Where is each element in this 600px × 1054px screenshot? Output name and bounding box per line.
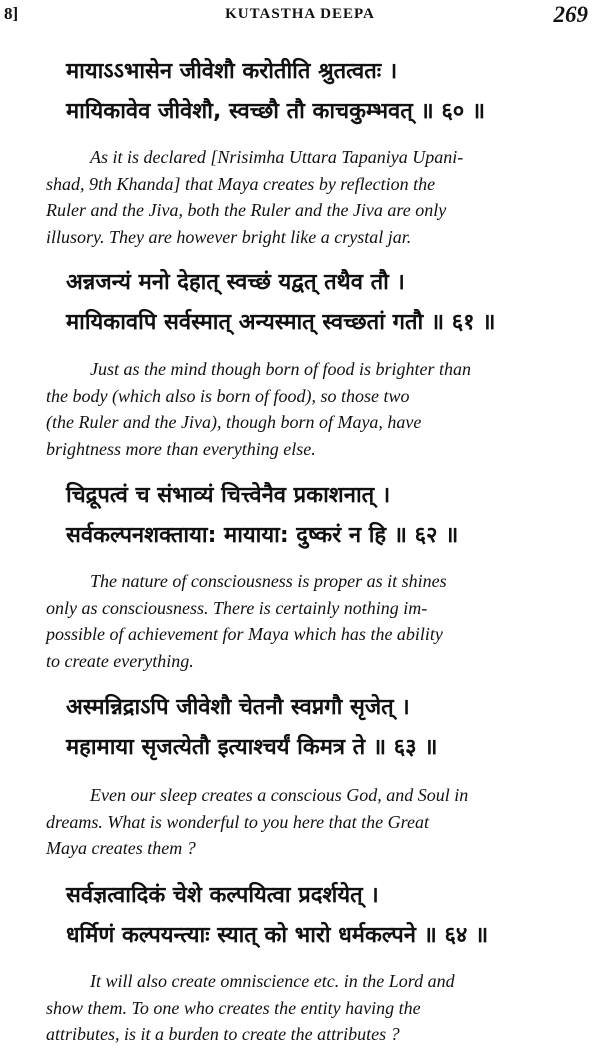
translation-line: Just as the mind though born of food is brighter than (90, 359, 472, 379)
translation-paragraph (46, 782, 556, 862)
verse-line: मायिकावेव जीवेशौ, स्वच्छौ तौ काचकुम्भवत् ॥ ६० ॥ (66, 99, 486, 124)
verse-line: धर्मिणं कल्पयन्त्याः स्यात् को भारो धर्मकल्पने ॥ ६४ ॥ (66, 923, 489, 948)
translation-line: only as consciousness. There is certainly nothing im- (46, 597, 428, 618)
sanskrit-verse (66, 876, 586, 956)
translation-line: the body (which also is born of food), so those two (46, 385, 410, 406)
page-number: 269 (553, 2, 588, 27)
verse-line: मायिकावपि सर्वस्मात् अन्यस्मात् स्वच्छतां गतौ ॥ ६१ ॥ (66, 310, 496, 335)
translation-line: show them. To one who creates the entity having the (46, 997, 421, 1018)
translation-line: attributes, is it a burden to create the attributes ? (46, 1024, 400, 1044)
running-title: KUTASTHA DEEPA (225, 6, 375, 22)
sanskrit-verse (66, 688, 586, 768)
translation-line: Even our sleep creates a conscious God, and Soul in (90, 785, 469, 805)
translation-line: As it is declared [Nrisimha Uttara Tapaniya Upani- (90, 147, 464, 167)
translation-line: illusory. They are however bright like a crystal jar. (46, 226, 412, 247)
verse-line: सर्वज्ञत्वादिकं चेशे कल्पयित्वा प्रदर्शयेत् । (66, 883, 379, 908)
translation-line: shad, 9th Khanda] that Maya creates by reflection the (46, 173, 436, 194)
verse-line: चिद्रूपत्वं च संभाव्यं चित्त्वेनैव प्रकाशनात् । (66, 483, 391, 508)
translation-line: brightness more than everything else. (46, 438, 316, 459)
sanskrit-verse (66, 476, 586, 556)
translation-paragraph (46, 356, 556, 462)
sanskrit-verse (66, 52, 586, 132)
translation-paragraph (46, 144, 556, 250)
translation-line: It will also create omniscience etc. in the Lord and (90, 971, 455, 991)
translation-line: possible of achievement for Maya which has the ability (46, 624, 443, 644)
translation-line: (the Ruler and the Jiva), though born of Maya, have (46, 412, 422, 432)
translation-paragraph (46, 568, 556, 674)
translation-line: Maya creates them ? (46, 838, 196, 858)
translation-line: to create everything. (46, 650, 194, 671)
header-bracket: 8] (4, 4, 19, 23)
translation-line: The nature of consciousness is proper as it shines (90, 571, 447, 591)
translation-line: dreams. What is wonderful to you here that the Great (46, 811, 429, 832)
verse-line: अन्नजन्यं मनो देहात् स्वच्छं यद्वत् तथैव तौ । (66, 270, 405, 295)
sanskrit-verse (66, 263, 586, 343)
verse-line: महामाया सृजत्येतौ इत्याश्चर्यं किमत्र ते ॥ ६३ ॥ (66, 735, 438, 760)
verse-line: अस्मन्निद्राऽपि जीवेशौ चेतनौ स्वप्नगौ सृजेत् । (66, 695, 410, 720)
verse-line: मायाऽऽभासेन जीवेशौ करोतीति श्रुतत्वतः । (66, 59, 398, 84)
verse-line: सर्वकल्पनशक्ताया: मायाया: दुष्करं न हि ॥ ६२ ॥ (66, 523, 459, 548)
translation-line: Ruler and the Jiva, both the Ruler and the Jiva are only (46, 200, 447, 220)
translation-paragraph (46, 968, 556, 1048)
